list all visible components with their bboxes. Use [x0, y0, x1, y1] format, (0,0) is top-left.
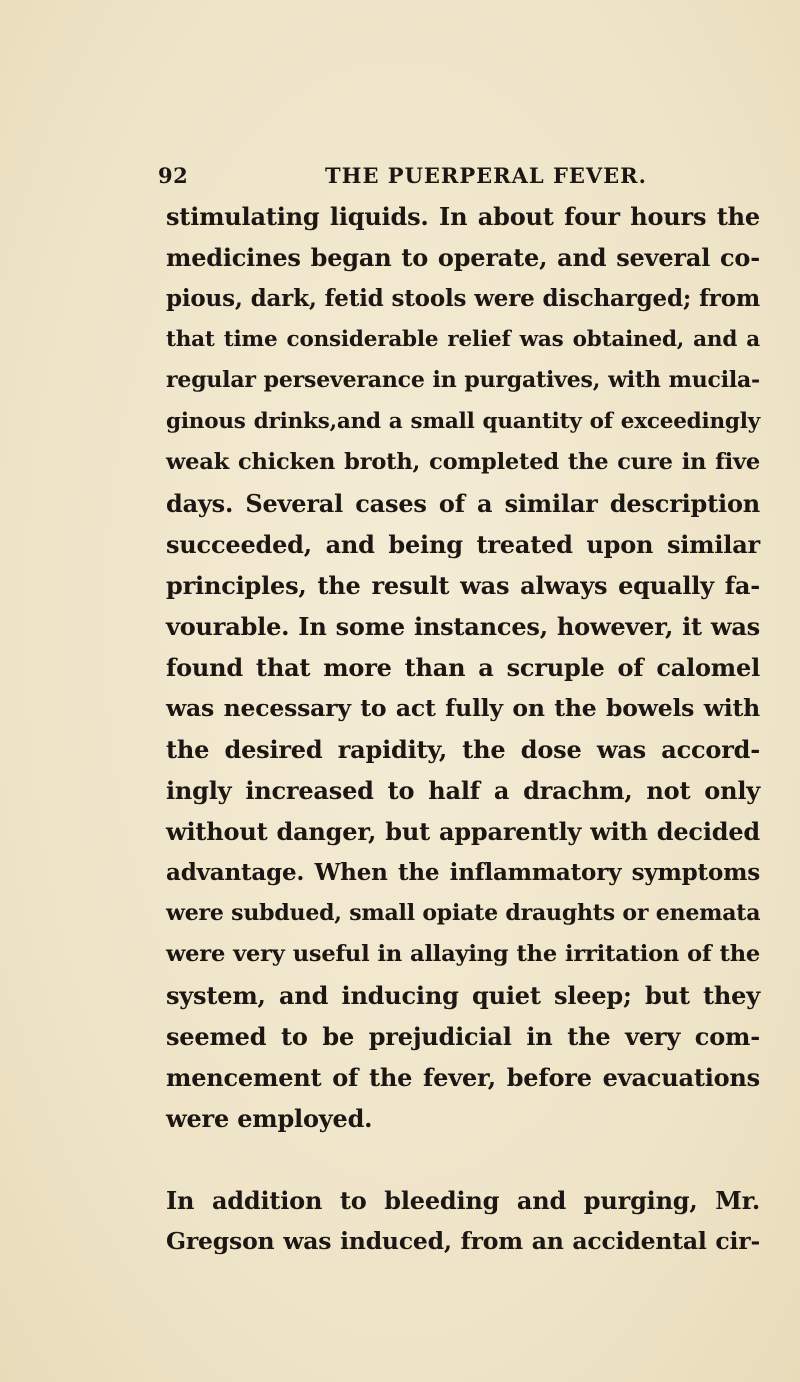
paragraph-2	[166, 1180, 760, 1262]
paragraph-gap	[166, 1139, 760, 1180]
running-head: THE PUERPERAL FEVER.	[325, 163, 647, 188]
text-line: seemed to be prejudicial in the very com-	[166, 1022, 760, 1051]
text-line: ingly increased to half a drachm, not only	[166, 776, 760, 805]
text-line: medicines began to operate, and several co-	[166, 243, 760, 272]
text-line: was necessary to act fully on the bowels with	[166, 694, 760, 722]
text-line: the desired rapidity, the dose was accord-	[166, 735, 760, 764]
text-line: system, and inducing quiet sleep; but they	[166, 981, 760, 1010]
text-line: mencement of the fever, before evacuations	[166, 1063, 760, 1092]
text-line: weak chicken broth, completed the cure in five	[166, 449, 760, 475]
body-text	[166, 196, 760, 1262]
text-line: succeeded, and being treated upon similar	[166, 530, 760, 559]
paragraph-1	[166, 196, 760, 1139]
text-line: days. Several cases of a similar description	[166, 489, 760, 518]
text-line: ginous drinks,and a small quantity of exceedingly	[166, 409, 760, 434]
text-line: were very useful in allaying the irritation of the	[166, 941, 760, 967]
text-line: vourable. In some instances, however, it was	[166, 612, 760, 641]
text-line: regular perseverance in purgatives, with mucila-	[166, 367, 760, 393]
text-line: pious, dark, fetid stools were discharged; from	[166, 285, 760, 312]
text-line: advantage. When the inflammatory symptoms	[166, 859, 760, 886]
page-header	[158, 161, 758, 191]
text-line: were employed.	[166, 1104, 373, 1133]
text-line: Gregson was induced, from an accidental cir-	[166, 1227, 760, 1255]
text-line: that time considerable relief was obtained, and a	[166, 327, 760, 352]
text-line: without danger, but apparently with decided	[166, 817, 760, 846]
text-line: stimulating liquids. In about four hours the	[166, 202, 760, 231]
page-number: 92	[158, 163, 189, 188]
text-line: found that more than a scruple of calomel	[166, 653, 760, 682]
text-line: In addition to bleeding and purging, Mr.	[166, 1186, 760, 1215]
text-line: principles, the result was always equally fa-	[166, 571, 760, 600]
text-line: were subdued, small opiate draughts or enemata	[166, 900, 761, 926]
